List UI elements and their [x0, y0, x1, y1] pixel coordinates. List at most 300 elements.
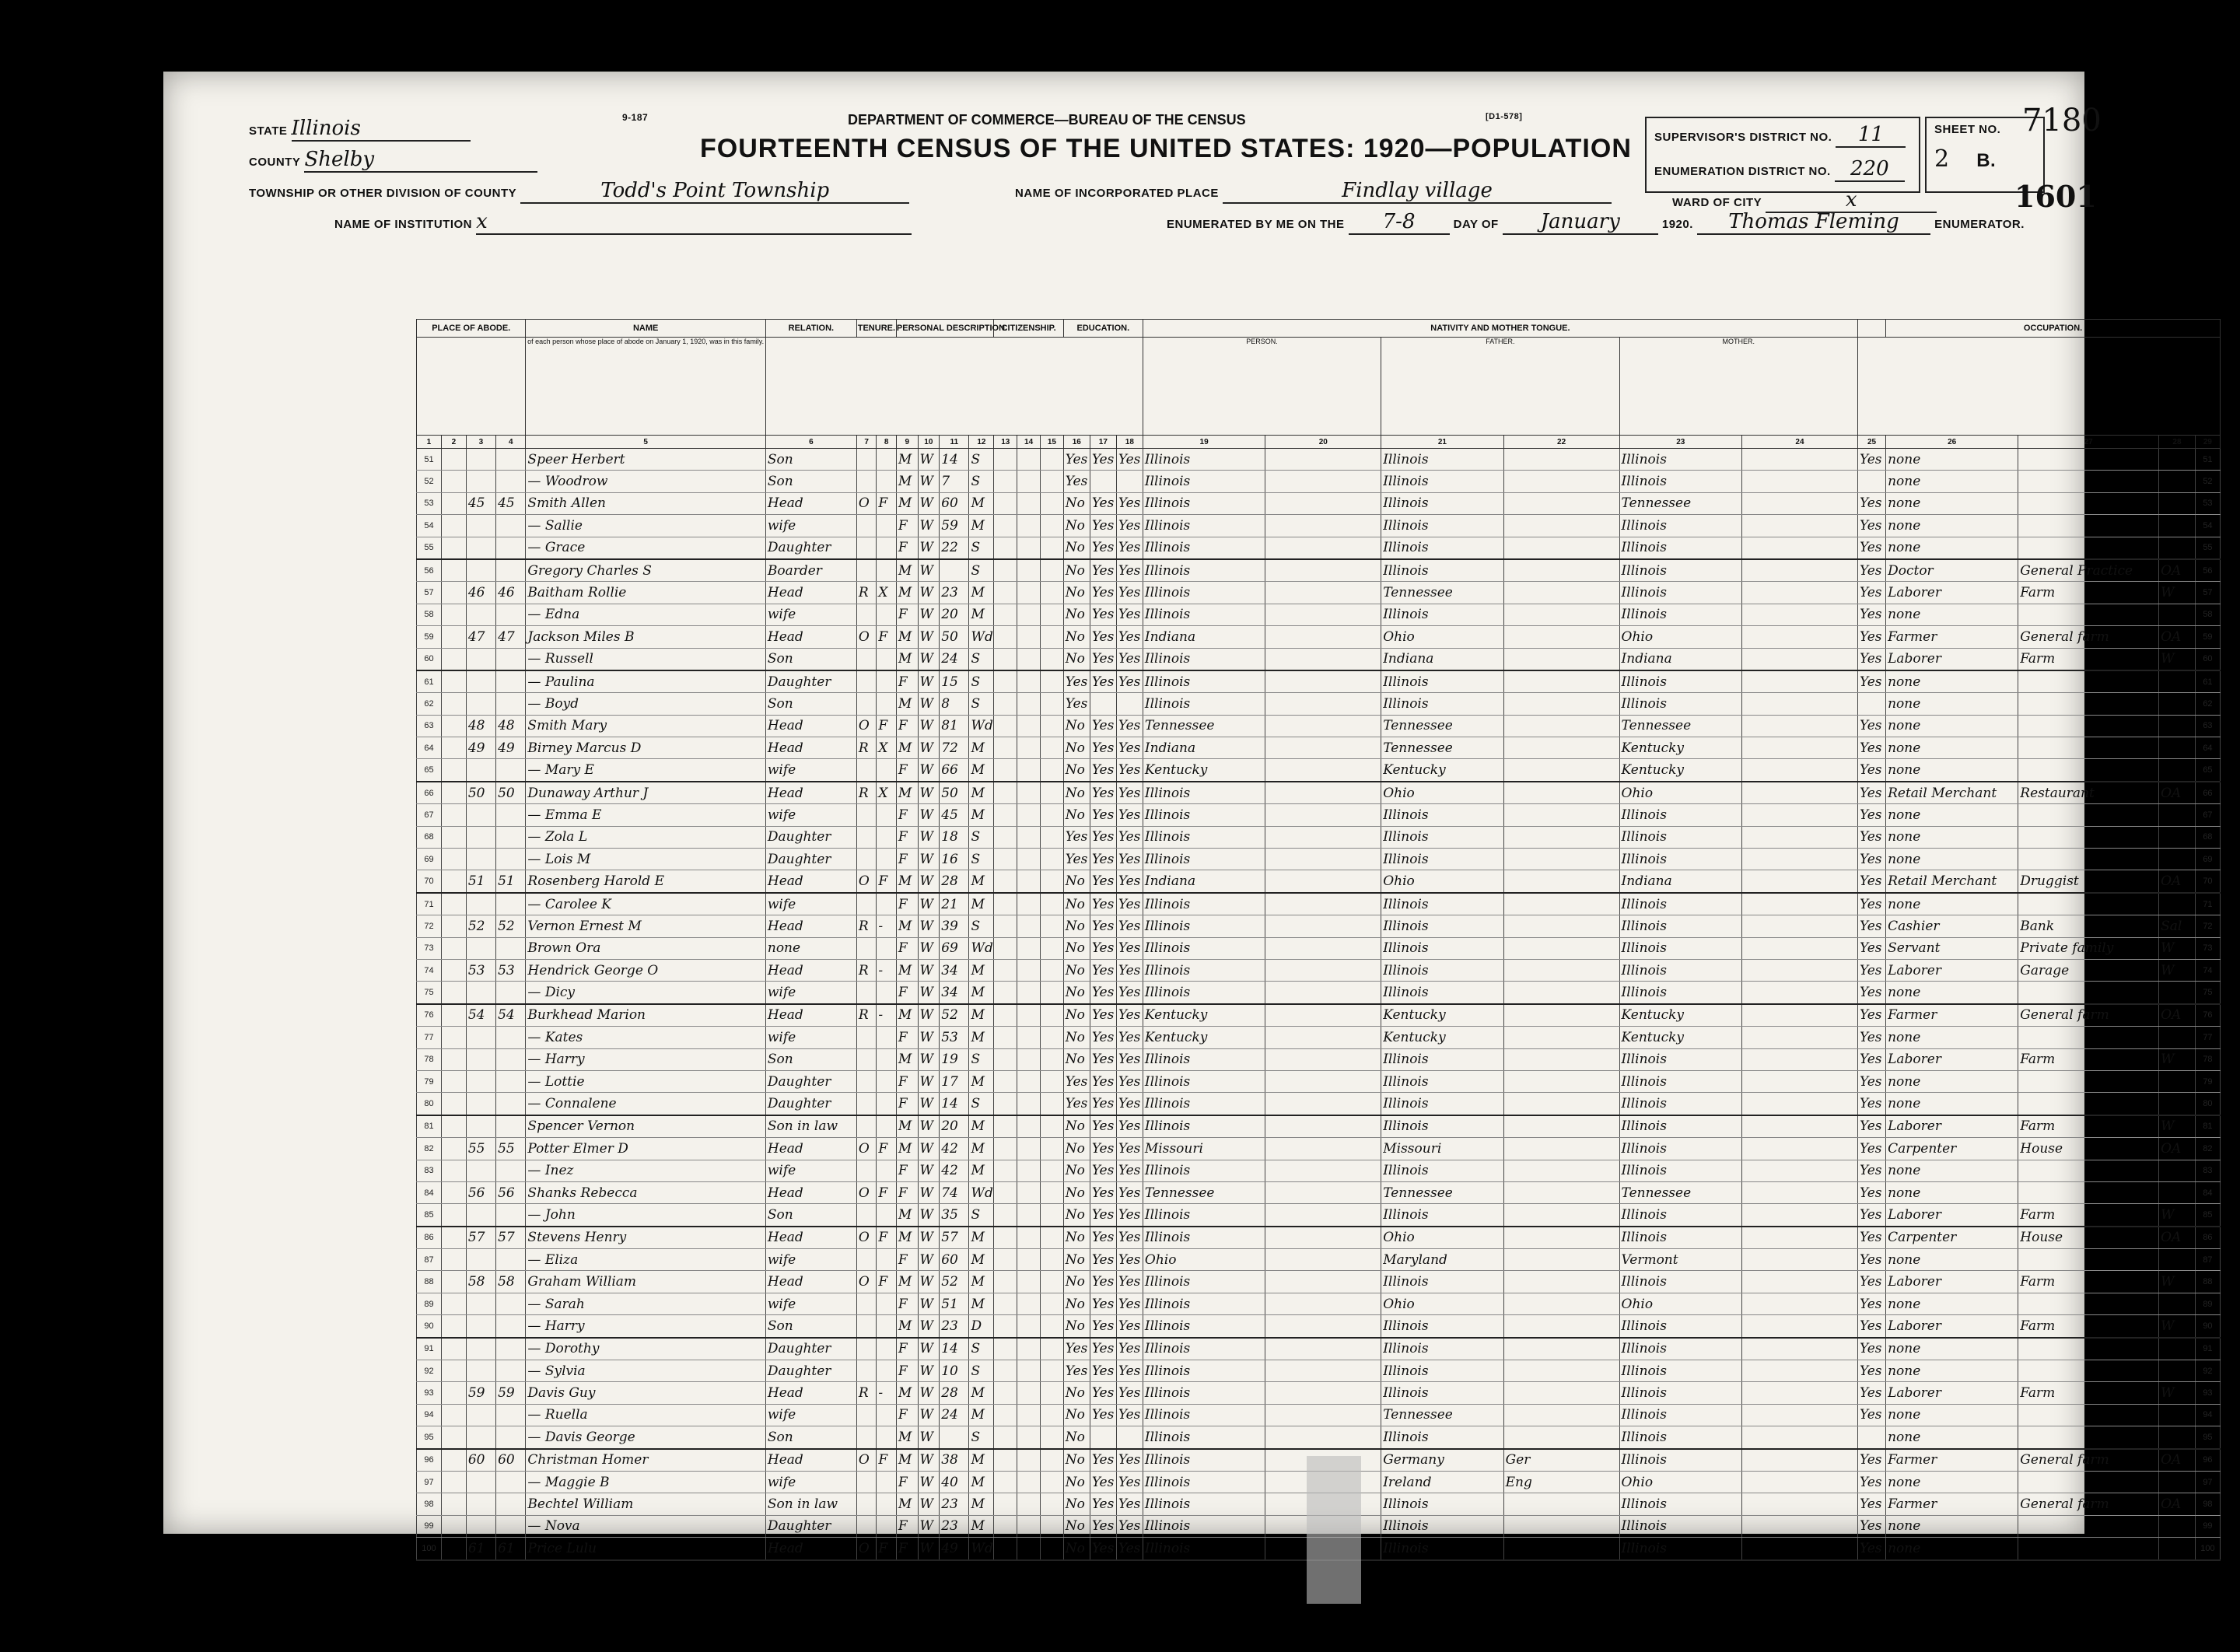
cell-mother-pob: Illinois: [1619, 559, 1741, 582]
cell-line: 51: [2195, 449, 2220, 471]
cell-father-pob: Tennessee: [1381, 582, 1503, 604]
cell-house: 59: [466, 1382, 495, 1404]
cell-father-tongue: [1503, 915, 1619, 937]
cell-blank: [1741, 1515, 1857, 1537]
cell-dwelling: [496, 559, 526, 582]
cell-dwelling: 55: [496, 1138, 526, 1160]
cell-tenure: [856, 670, 877, 693]
cell-name: Davis Guy: [526, 1382, 765, 1404]
cell-trade: none: [1886, 1471, 2018, 1493]
cell-house: [466, 515, 495, 537]
cell-line: 100: [2195, 1538, 2220, 1560]
cell-house: 48: [466, 715, 495, 737]
cell-sex: M: [896, 1227, 918, 1249]
cell-tenure: [856, 693, 877, 715]
cell-mother-pob: Kentucky: [1619, 737, 1741, 759]
cell-relation: Son: [765, 693, 856, 715]
table-row: [417, 937, 2221, 959]
cell-race: W: [918, 1093, 940, 1115]
cell-blank: [1265, 1315, 1381, 1338]
column-number: 24: [1741, 436, 1857, 449]
cell-age: 23: [940, 1515, 969, 1537]
cell-marital: M: [969, 1271, 994, 1293]
county-value: Shelby: [304, 148, 537, 173]
cell-blank: [1265, 737, 1381, 759]
department-line: DEPARTMENT OF COMMERCE—BUREAU OF THE CENSUS: [848, 112, 1246, 128]
cell-race: W: [918, 804, 940, 826]
supervisor-value: 11: [1836, 123, 1906, 148]
cell-age: 28: [940, 870, 969, 893]
cell-blank: [1017, 1404, 1041, 1426]
cell-father-tongue: [1503, 1004, 1619, 1027]
cell-blank: [1741, 959, 1857, 981]
cell-blank: [1265, 1048, 1381, 1070]
cell-name: Spencer Vernon: [526, 1115, 765, 1138]
cell-blank: [994, 1538, 1017, 1560]
cell-trade: none: [1886, 1360, 2018, 1382]
cell-english: Yes: [1857, 449, 1885, 471]
cell-line: 73: [417, 937, 442, 959]
cell-relation: wife: [765, 1471, 856, 1493]
cell-street: [441, 893, 466, 915]
sheet-value: 2: [1934, 145, 1950, 173]
cell-pob: Illinois: [1143, 893, 1265, 915]
group-occupation: OCCUPATION.: [1886, 320, 2221, 338]
cell-line: 75: [417, 982, 442, 1004]
column-number: 10: [918, 436, 940, 449]
cell-marital: D: [969, 1315, 994, 1338]
cell-blank: [1265, 1404, 1381, 1426]
cell-value: [877, 1315, 897, 1338]
cell-trade: Laborer: [1886, 1271, 2018, 1293]
cell-blank: [1741, 759, 1857, 782]
cell-father-tongue: [1503, 492, 1619, 514]
cell-dwelling: [496, 449, 526, 471]
table-row: [417, 982, 2221, 1004]
cell-house: [466, 537, 495, 559]
cell-marital: Wd: [969, 715, 994, 737]
cell-write: Yes: [1116, 515, 1143, 537]
cell-line: 79: [2195, 1070, 2220, 1092]
cell-trade: Laborer: [1886, 1315, 2018, 1338]
cell-class: [2159, 1249, 2196, 1271]
cell-race: W: [918, 449, 940, 471]
institution-field: [334, 210, 912, 235]
cell-race: W: [918, 1493, 940, 1515]
cell-read: Yes: [1090, 826, 1116, 848]
cell-write: Yes: [1116, 1338, 1143, 1360]
cell-line: 80: [2195, 1093, 2220, 1115]
cell-pob: Illinois: [1143, 1449, 1265, 1472]
table-row: [417, 1160, 2221, 1181]
cell-blank: [1040, 1027, 1063, 1048]
cell-english: Yes: [1857, 1204, 1885, 1227]
cell-industry: [2018, 604, 2159, 625]
cell-english: Yes: [1857, 1138, 1885, 1160]
cell-blank: [1040, 1293, 1063, 1314]
person-header: PERSON.: [1143, 338, 1381, 436]
cell-sex: M: [896, 1382, 918, 1404]
cell-class: [2159, 849, 2196, 870]
cell-father-pob: Tennessee: [1381, 1404, 1503, 1426]
cell-mother-pob: Illinois: [1619, 1070, 1741, 1092]
cell-blank: [1040, 648, 1063, 670]
cell-blank: [1017, 626, 1041, 648]
cell-age: 42: [940, 1160, 969, 1181]
cell-industry: General farm: [2018, 1493, 2159, 1515]
county-label: COUNTY: [249, 156, 301, 169]
cell-trade: Carpenter: [1886, 1138, 2018, 1160]
cell-age: 39: [940, 915, 969, 937]
cell-blank: [1741, 1449, 1857, 1472]
cell-race: W: [918, 582, 940, 604]
cell-mother-pob: Illinois: [1619, 959, 1741, 981]
cell-write: Yes: [1116, 715, 1143, 737]
table-row: [417, 471, 2221, 492]
cell-read: Yes: [1090, 626, 1116, 648]
cell-pob: Illinois: [1143, 849, 1265, 870]
cell-value: F: [877, 1181, 897, 1203]
cell-trade: Laborer: [1886, 1048, 2018, 1070]
cell-name: Smith Mary: [526, 715, 765, 737]
cell-industry: [2018, 1293, 2159, 1314]
cell-trade: none: [1886, 1426, 2018, 1449]
cell-blank: [1017, 1181, 1041, 1203]
cell-street: [441, 849, 466, 870]
cell-relation: wife: [765, 1293, 856, 1314]
cell-industry: General farm: [2018, 626, 2159, 648]
cell-blank: [1265, 471, 1381, 492]
cell-school: No: [1063, 1315, 1090, 1338]
cell-relation: wife: [765, 1160, 856, 1181]
cell-class: [2159, 1471, 2196, 1493]
cell-father-tongue: [1503, 1293, 1619, 1314]
table-row: [417, 1382, 2221, 1404]
cell-dwelling: [496, 1338, 526, 1360]
cell-dwelling: [496, 1493, 526, 1515]
cell-blank: [994, 1227, 1017, 1249]
cell-race: W: [918, 849, 940, 870]
cell-pob: Kentucky: [1143, 759, 1265, 782]
cell-race: W: [918, 1027, 940, 1048]
cell-relation: Daughter: [765, 826, 856, 848]
cell-line: 76: [2195, 1004, 2220, 1027]
cell-blank: [1741, 1360, 1857, 1382]
cell-age: 14: [940, 1093, 969, 1115]
cell-pob: Illinois: [1143, 492, 1265, 514]
cell-class: [2159, 893, 2196, 915]
cell-blank: [994, 1382, 1017, 1404]
cell-dwelling: [496, 1093, 526, 1115]
cell-tenure: R: [856, 582, 877, 604]
cell-marital: S: [969, 849, 994, 870]
cell-trade: none: [1886, 1515, 2018, 1537]
cell-class: [2159, 492, 2196, 514]
cell-blank: [1040, 782, 1063, 804]
column-number: 4: [496, 436, 526, 449]
cell-dwelling: [496, 1360, 526, 1382]
cell-write: Yes: [1116, 849, 1143, 870]
cell-dwelling: [496, 1471, 526, 1493]
table-row: [417, 582, 2221, 604]
cell-school: No: [1063, 1426, 1090, 1449]
cell-blank: [1017, 449, 1041, 471]
cell-blank: [1741, 782, 1857, 804]
table-row: [417, 915, 2221, 937]
cell-blank: [1040, 1426, 1063, 1449]
cell-marital: M: [969, 1004, 994, 1027]
cell-father-pob: Germany: [1381, 1449, 1503, 1472]
cell-dwelling: [496, 1027, 526, 1048]
cell-value: -: [877, 959, 897, 981]
cell-industry: Farm: [2018, 1048, 2159, 1070]
cell-house: [466, 1249, 495, 1271]
cell-blank: [994, 1315, 1017, 1338]
cell-write: Yes: [1116, 737, 1143, 759]
cell-blank: [1017, 1293, 1041, 1314]
cell-line: 92: [2195, 1360, 2220, 1382]
cell-blank: [1741, 559, 1857, 582]
cell-line: 52: [2195, 471, 2220, 492]
cell-blank: [1741, 471, 1857, 492]
cell-blank: [994, 737, 1017, 759]
cell-line: 62: [417, 693, 442, 715]
cell-race: W: [918, 1004, 940, 1027]
cell-pob: Illinois: [1143, 604, 1265, 625]
cell-trade: Farmer: [1886, 1004, 2018, 1027]
cell-trade: none: [1886, 1338, 2018, 1360]
cell-house: [466, 1070, 495, 1092]
cell-read: Yes: [1090, 1093, 1116, 1115]
cell-relation: Son in law: [765, 1493, 856, 1515]
cell-line: 71: [2195, 893, 2220, 915]
cell-line: 53: [417, 492, 442, 514]
cell-blank: [1040, 1315, 1063, 1338]
cell-line: 88: [2195, 1271, 2220, 1293]
cell-sex: M: [896, 1204, 918, 1227]
cell-relation: Son: [765, 449, 856, 471]
cell-tenure: [856, 759, 877, 782]
cell-value: -: [877, 1004, 897, 1027]
cell-house: [466, 1360, 495, 1382]
cell-blank: [1741, 1227, 1857, 1249]
cell-age: 16: [940, 849, 969, 870]
cell-relation: Head: [765, 715, 856, 737]
cell-age: 19: [940, 1048, 969, 1070]
cell-write: Yes: [1116, 782, 1143, 804]
middle-description: [765, 338, 1143, 436]
cell-father-pob: Illinois: [1381, 1070, 1503, 1092]
cell-sex: F: [896, 759, 918, 782]
cell-trade: Laborer: [1886, 582, 2018, 604]
cell-age: 57: [940, 1227, 969, 1249]
cell-value: F: [877, 715, 897, 737]
cell-father-pob: Illinois: [1381, 1093, 1503, 1115]
cell-school: No: [1063, 915, 1090, 937]
cell-industry: [2018, 471, 2159, 492]
cell-marital: Wd: [969, 1181, 994, 1203]
cell-pob: Illinois: [1143, 1048, 1265, 1070]
cell-house: [466, 604, 495, 625]
cell-father-tongue: [1503, 1382, 1619, 1404]
cell-father-pob: Kentucky: [1381, 1004, 1503, 1027]
cell-father-tongue: [1503, 715, 1619, 737]
cell-sex: M: [896, 471, 918, 492]
cell-race: W: [918, 1471, 940, 1493]
cell-value: [877, 1404, 897, 1426]
cell-race: W: [918, 1449, 940, 1472]
cell-read: Yes: [1090, 1048, 1116, 1070]
cell-sex: F: [896, 1360, 918, 1382]
cell-trade: none: [1886, 1538, 2018, 1560]
cell-write: Yes: [1116, 826, 1143, 848]
cell-read: Yes: [1090, 849, 1116, 870]
cell-school: No: [1063, 870, 1090, 893]
column-number: 16: [1063, 436, 1090, 449]
group-relation: RELATION.: [765, 320, 856, 338]
cell-name: — Ruella: [526, 1404, 765, 1426]
cell-value: [877, 1249, 897, 1271]
cell-industry: [2018, 693, 2159, 715]
cell-school: No: [1063, 537, 1090, 559]
cell-age: 66: [940, 759, 969, 782]
cell-mother-pob: Illinois: [1619, 582, 1741, 604]
cell-read: Yes: [1090, 582, 1116, 604]
cell-blank: [1017, 1338, 1041, 1360]
cell-blank: [1040, 515, 1063, 537]
cell-trade: none: [1886, 492, 2018, 514]
cell-write: Yes: [1116, 1382, 1143, 1404]
cell-blank: [1040, 1515, 1063, 1537]
cell-english: Yes: [1857, 893, 1885, 915]
enumerated-label: ENUMERATED BY ME ON THE: [1167, 218, 1345, 231]
cell-age: 20: [940, 604, 969, 625]
cell-mother-pob: Illinois: [1619, 849, 1741, 870]
cell-write: [1116, 471, 1143, 492]
table-row: [417, 626, 2221, 648]
cell-write: Yes: [1116, 1515, 1143, 1537]
cell-relation: Head: [765, 1004, 856, 1027]
cell-line: 93: [2195, 1382, 2220, 1404]
cell-write: Yes: [1116, 1449, 1143, 1472]
cell-dwelling: [496, 1160, 526, 1181]
cell-school: Yes: [1063, 1070, 1090, 1092]
cell-trade: none: [1886, 1070, 2018, 1092]
cell-class: [2159, 670, 2196, 693]
cell-trade: none: [1886, 1249, 2018, 1271]
cell-pob: Illinois: [1143, 959, 1265, 981]
cell-value: [877, 449, 897, 471]
cell-street: [441, 1160, 466, 1181]
cell-industry: [2018, 849, 2159, 870]
cell-age: 52: [940, 1271, 969, 1293]
cell-class: [2159, 826, 2196, 848]
cell-marital: Wd: [969, 626, 994, 648]
cell-blank: [994, 492, 1017, 514]
cell-english: Yes: [1857, 1070, 1885, 1092]
cell-street: [441, 1293, 466, 1314]
cell-father-tongue: [1503, 1204, 1619, 1227]
cell-value: F: [877, 1138, 897, 1160]
cell-race: W: [918, 1404, 940, 1426]
cell-name: — Maggie B: [526, 1471, 765, 1493]
table-row: [417, 693, 2221, 715]
cell-house: [466, 1315, 495, 1338]
cell-dwelling: [496, 1048, 526, 1070]
stamp-number-top: 7180: [2022, 103, 2102, 138]
cell-sex: M: [896, 559, 918, 582]
cell-father-tongue: [1503, 937, 1619, 959]
cell-mother-pob: Illinois: [1619, 1160, 1741, 1181]
cell-school: No: [1063, 559, 1090, 582]
cell-relation: wife: [765, 759, 856, 782]
cell-dwelling: 53: [496, 959, 526, 981]
cell-trade: none: [1886, 449, 2018, 471]
cell-industry: [2018, 1027, 2159, 1048]
cell-value: [877, 1160, 897, 1181]
cell-tenure: [856, 1115, 877, 1138]
cell-race: W: [918, 782, 940, 804]
column-number: 17: [1090, 436, 1116, 449]
father-header: FATHER.: [1381, 338, 1619, 436]
cell-age: 69: [940, 937, 969, 959]
cell-name: — Edna: [526, 604, 765, 625]
cell-english: Yes: [1857, 1093, 1885, 1115]
census-table-area: [416, 319, 2221, 1556]
cell-trade: none: [1886, 982, 2018, 1004]
cell-dwelling: 59: [496, 1382, 526, 1404]
cell-dwelling: 56: [496, 1181, 526, 1203]
cell-dwelling: 48: [496, 715, 526, 737]
cell-father-pob: Illinois: [1381, 1360, 1503, 1382]
cell-father-tongue: [1503, 1138, 1619, 1160]
cell-mother-pob: Illinois: [1619, 515, 1741, 537]
cell-value: -: [877, 1382, 897, 1404]
cell-blank: [1741, 1293, 1857, 1314]
cell-relation: Head: [765, 626, 856, 648]
column-number: 28: [2159, 436, 2196, 449]
cell-sex: M: [896, 582, 918, 604]
cell-blank: [1017, 1160, 1041, 1181]
cell-trade: none: [1886, 737, 2018, 759]
cell-race: W: [918, 1515, 940, 1537]
cell-industry: Restaurant: [2018, 782, 2159, 804]
cell-age: 23: [940, 1493, 969, 1515]
cell-marital: S: [969, 1338, 994, 1360]
cell-line: 74: [417, 959, 442, 981]
cell-line: 55: [417, 537, 442, 559]
cell-trade: none: [1886, 1093, 2018, 1115]
cell-industry: [2018, 1426, 2159, 1449]
cell-blank: [1265, 670, 1381, 693]
cell-blank: [994, 537, 1017, 559]
cell-father-tongue: [1503, 1249, 1619, 1271]
cell-relation: Head: [765, 1449, 856, 1472]
cell-write: Yes: [1116, 1204, 1143, 1227]
cell-line: 72: [417, 915, 442, 937]
cell-pob: Illinois: [1143, 648, 1265, 670]
cell-blank: [994, 893, 1017, 915]
cell-blank: [1741, 492, 1857, 514]
cell-value: [877, 1471, 897, 1493]
cell-class: OA: [2159, 1493, 2196, 1515]
cell-house: 57: [466, 1227, 495, 1249]
cell-read: Yes: [1090, 1227, 1116, 1249]
cell-street: [441, 1315, 466, 1338]
cell-blank: [1017, 1093, 1041, 1115]
cell-tenure: R: [856, 959, 877, 981]
cell-mother-pob: Indiana: [1619, 870, 1741, 893]
